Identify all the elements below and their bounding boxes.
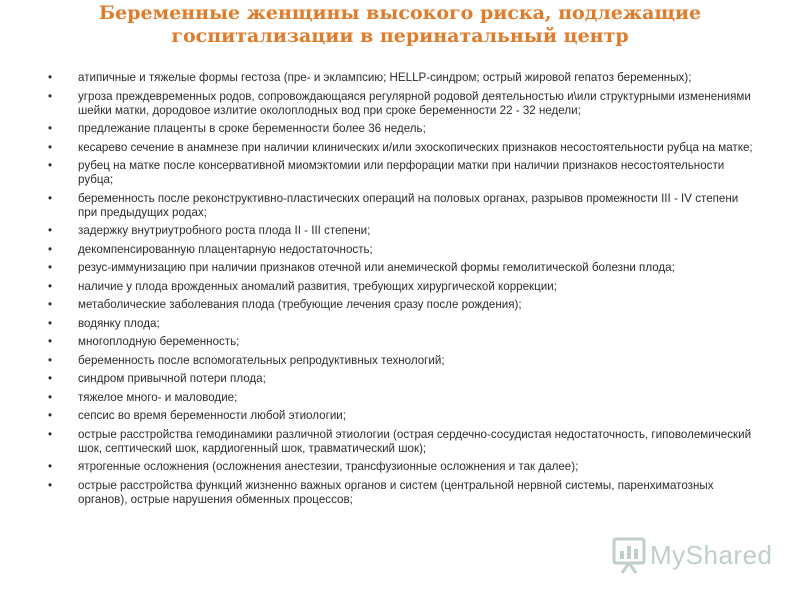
list-item: • наличие у плода врожденных аномалий развития, требующих хирургической коррекции; — [48, 280, 753, 294]
list-item: • ятрогенные осложнения (осложнения анестезии, трансфузионные осложнения и так далее); — [48, 460, 753, 474]
list-item: • атипичные и тяжелые формы гестоза (пре- и эклампсию; HELLP-синдром; острый жировой гепатоз беременных); — [48, 71, 753, 85]
list-item: • декомпенсированную плацентарную недостаточность; — [48, 243, 753, 257]
list-item: • резус-иммунизацию при наличии признаков отечной или анемической формы гемолитической болезни плода; — [48, 261, 753, 275]
list-item: • водянку плода; — [48, 317, 753, 331]
presentation-icon — [612, 535, 646, 575]
list-item: • острые расстройства гемодинамики различной этиологии (острая сердечно-сосудистая недостаточность, гиповолемический шок, септический шок, кардиогенный шок, травматический шок); — [48, 428, 753, 456]
watermark-text: MyShared — [650, 539, 773, 570]
list-item: • кесарево сечение в анамнезе при наличии клинических и/или эхоскопических признаков несостоятельности рубца на матке; — [48, 141, 753, 155]
list-item: • тяжелое много- и маловодие; — [48, 391, 753, 405]
list-item: • сепсис во время беременности любой этиологии; — [48, 409, 753, 423]
list-item: • предлежание плаценты в сроке беременности более 36 недель; — [48, 122, 753, 136]
list-item: • беременность после вспомогательных репродуктивных технологий; — [48, 354, 753, 368]
page-title: Беременные женщины высокого риска, подлежащие госпитализации в перинатальный центр — [98, 2, 702, 47]
list-item: • метаболические заболевания плода (требующие лечения сразу после рождения); — [48, 298, 753, 312]
list-item: • задержку внутриутробного роста плода II - III степени; — [48, 224, 753, 238]
list-item: • острые расстройства функций жизненно важных органов и систем (центральной нервной системы, паренхиматозных органов), острые нарушения обменных процессов; — [48, 479, 753, 507]
list-item: • рубец на матке после консервативной миомэктомии или перфорации матки при наличии признаков несостоятельности рубца; — [48, 159, 753, 187]
list-item: • беременность после реконструктивно-пластических операций на половых органах, разрывов промежности III - IV степени при предыдущих родах; — [48, 192, 753, 220]
list-item: • многоплодную беременность; — [48, 335, 753, 349]
watermark-logo — [612, 530, 773, 580]
criteria-list — [48, 71, 753, 511]
list-item: • синдром привычной потери плода; — [48, 372, 753, 386]
list-item: • угроза преждевременных родов, сопровождающаяся регулярной родовой деятельностью и\или структурными изменениями шейки матки, дородовое излитие околоплодных вод при сроке беременности 22 - 32 недели; — [48, 90, 753, 118]
